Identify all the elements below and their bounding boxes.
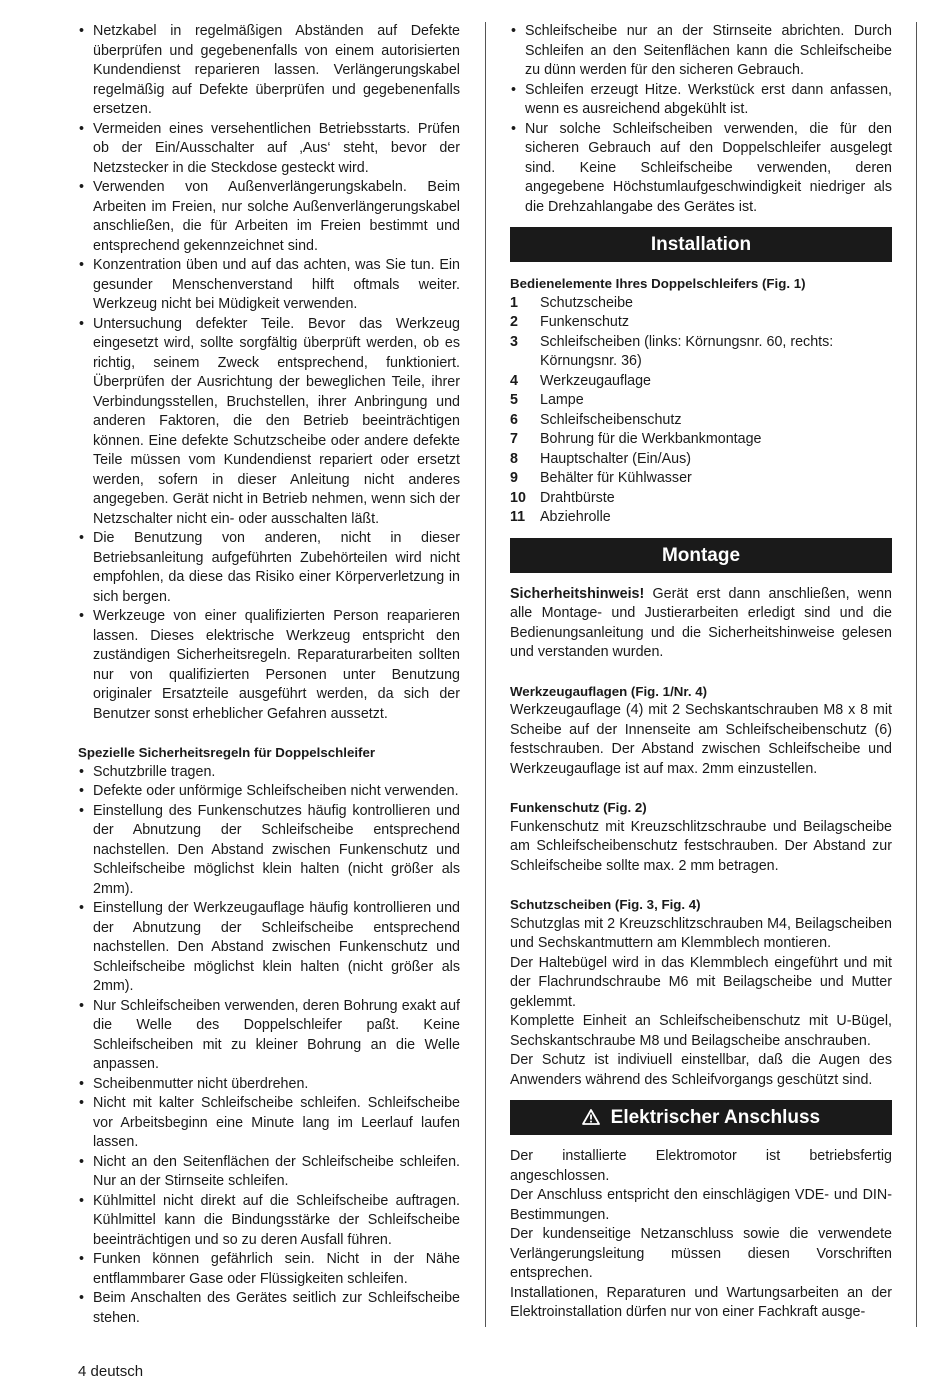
list-item: • Nicht mit kalter Schleifscheibe schleifen. Schleifscheibe vor Arbeitsbeginn eine Minute lang im Leerlauf laufen lassen. [78,1094,460,1153]
item-number: 9 [510,470,518,486]
montage-section-header [510,538,892,573]
item-number: 7 [510,431,518,447]
list-item: • Einstellung des Funkenschutzes häufig kontrollieren und der Abnutzung der Schleifscheibe entsprechend nachstellen. Den Abstand zwischen Funkenschutz und Schleifscheibe möglichst klein halten (nicht größer als 2mm). [78,802,460,900]
list-item [510,469,892,489]
shield-paragraph: Der Haltebügel wird in das Klemmblech eingeführt und mit der Flachrundschraube M6 mit Beilagscheibe und Mutter geklemmt. [510,954,892,1010]
grinding-safety-list [510,22,892,217]
spark-guard-heading: Funkenschutz (Fig. 2) [510,800,647,815]
montage-title: Montage [661,544,741,566]
left-column [78,22,460,1328]
list-item: • Netzkabel in regelmäßigen Abständen auf Defekte überprüfen und gegebenenfalls von einem autorisierten Kundendienst reparieren lassen. Verlängerungskabel regelmäßig auf Defekte überprüfen und gegebenenfalls ersetzen. [78,22,460,120]
tool-rest-text: Werkzeugauflage (4) mit 2 Sechskantschrauben M8 x 8 mit Scheibe auf der Innenseite am Schleifscheibenschutz (6) festschrauben. Der Abstand zwischen Schleifscheibe und Werkzeugauflage ist auf max. 2mm einzustellen. [510,702,892,777]
shield-paragraph: Komplette Einheit an Schleifscheibenschutz mit U-Bügel, Sechskantschraube M8 und Beilagscheibe anschrauben. [510,1013,892,1049]
list-item: • Vermeiden eines versehentlichen Betriebsstarts. Prüfen ob der Ein/Ausschalter auf ‚Aus‘ steht, bevor der Netzstecker in die Steckdose gesteckt wird. [78,120,460,179]
controls-heading: Bedienelemente Ihres Doppelschleifers (Fig. 1) [510,276,806,291]
shield-heading: Schutzscheiben (Fig. 3, Fig. 4) [510,897,701,912]
list-item [510,372,892,392]
list-item: • Schleifscheibe nur an der Stirnseite abrichten. Durch Schleifen an den Seitenflächen kann die Schleifscheibe zu dünn werden für den sicheren Gebrauch. [510,22,892,81]
list-item: • Kühlmittel nicht direkt auf die Schleifscheibe auftragen. Kühlmittel kann die Bindungsstärke der Schleifscheibe beeinträchtigen und so zu deren Ausfall führen. [78,1192,460,1251]
item-text: Schleifscheiben (links: Körnungsnr. 60, rechts: Körnungsnr. 36) [540,333,834,369]
safety-notice [510,585,892,663]
page-footer: 4 deutsch [78,1363,144,1380]
list-item: • Schleifen erzeugt Hitze. Werkstück erst dann anfassen, wenn es ausreichend abgekühlt ist. [510,81,892,120]
installation-title: Installation [650,234,752,255]
safety-text: Gerät erst dann anschließen, wenn alle Montage- und Justierarbeiten erledigt sind und die Bedienungsanleitung und die Sicherheitshinweise gelesen und verstanden wurden. [510,585,892,660]
item-text: Lampe [540,392,584,408]
item-text: Hauptschalter (Ein/Aus) [540,450,691,467]
item-number: 5 [510,392,518,408]
electric-paragraph: Der Anschluss entspricht den einschlägigen VDE- und DIN-Bestimmungen. [510,1187,892,1223]
electric-paragraph: Der installierte Elektromotor ist betriebsfertig angeschlossen. [510,1148,892,1184]
item-text: Bohrung für die Werkbankmontage [540,431,762,447]
list-item: • Scheibenmutter nicht überdrehen. [78,1075,460,1095]
right-margin-rule [916,22,917,1327]
list-item: • Nicht an den Seitenflächen der Schleifscheibe schleifen. Nur an der Stirnseite schleifen. [78,1153,460,1192]
item-number: 11 [510,509,526,525]
electric-title: Elektrischer Anschluss [610,1107,821,1128]
installation-section-header [510,227,892,262]
warning-triangle-icon [582,1108,605,1127]
list-item: • Werkzeuge von einer qualifizierten Person reaparieren lassen. Dieses elektrische Werkzeug entspricht den zuständigen Sicherheitsregeln. Reparaturarbeiten sollten nur von qualifizierten Personen unter Benutzung originaler Ersatzteile ausgeführt werden, da sich der Benutzer sonst erheblicher Gefahren aussetzt. [78,607,460,724]
list-item: • Funken können gefährlich sein. Nicht in der Nähe entflammbarer Gase oder Flüssigkeiten schleifen. [78,1250,460,1289]
list-item: • Schutzbrille tragen. [78,763,460,783]
item-text: Werkzeugauflage [540,372,652,389]
electric-paragraph: Installationen, Reparaturen und Wartungsarbeiten an der Elektroinstallation dürfen nur von einer Fachkraft ausge- [510,1284,892,1320]
list-item [510,391,892,411]
shield-paragraph: Schutzglas mit 2 Kreuzschlitzschrauben M4, Beilagscheiben und Sechskantmuttern am Klemmblech montieren. [510,915,892,951]
column-divider [485,22,486,1327]
list-item: • Konzentration üben und auf das achten, was Sie tun. Ein gesunder Menschenverstand hilft oftmals weiter. Werkzeug nicht bei Müdigkeit verwenden. [78,256,460,315]
tool-rest-heading: Werkzeugauflagen (Fig. 1/Nr. 4) [510,683,708,699]
item-text: Drahtbürste [540,489,615,506]
list-item: • Verwenden von Außenverlängerungskabeln. Beim Arbeiten im Freien, nur solche Außenverlängerungskabel anschließen, die für Arbeiten im Freien bestimmt und entsprechend gekennzeichnet sind. [78,178,460,256]
controls-list [510,294,892,528]
item-number: 4 [510,372,518,389]
list-item: • Beim Anschalten des Gerätes seitlich zur Schleifscheibe stehen. [78,1289,460,1328]
electric-paragraph: Der kundenseitige Netzanschluss sowie die verwendete Verlängerungsleitung müssen diesen Vorschriften entsprechen. [510,1226,892,1281]
general-safety-list [78,22,460,724]
electric-section-header [510,1100,892,1135]
list-item [510,411,892,431]
list-item: • Die Benutzung von anderen, nicht in dieser Betriebsanleitung aufgeführten Zubehörteilen wird nicht empfohlen, da diese das Risiko einer Körperverletzung in sich bergen. [78,529,460,607]
spark-guard-text: Funkenschutz mit Kreuzschlitzschraube und Beilagscheibe am Schleifscheibenschutz festschrauben. Der Abstand zur Schleifscheibe sollte max. 2 mm betragen. [510,818,892,874]
list-item: • Nur solche Schleifscheiben verwenden, die für den sicheren Gebrauch auf den Doppelschleifer ausgelegt sind. Keine Schleifscheibe verwenden, deren angegebene Höchstumlaufgeschwindigkeit niedriger als die Drehzahlangabe des Gerätes ist. [510,120,892,218]
item-number: 8 [510,450,518,467]
list-item: • Defekte oder unförmige Schleifscheiben nicht verwenden. [78,782,460,802]
list-item [510,430,892,450]
special-safety-list [78,763,460,1329]
list-item: • Untersuchung defekter Teile. Bevor das Werkzeug eingesetzt wird, sollte sorgfältig überprüft werden, ob es richtig, seinem Zweck entsprechend, funktioniert. Überprüfen der Ausrichtung der beweglichen Teile, ihrer Verbindungsstellen, Bruchstellen, ihrer Anbringung und anderen Faktoren, die den Betrieb beeinträchtigen können. Eine defekte Schutzscheibe oder andere defekte Teile müssen vom Kundendienst repariert oder ersetzt werden, sofern in dieser Anleitung nicht anderes angegeben. Gerät nicht in Betrieb nehmen, wenn sich der Netzschalter nicht ein- oder ausschalten läßt. [78,315,460,530]
list-item: • Einstellung der Werkzeugauflage häufig kontrollieren und der Abnutzung der Schleifscheibe entsprechend nachstellen. Den Abstand zwischen Funkenschutz und Schleifscheibe möglichst klein halten (nicht größer als 2mm). [78,899,460,997]
item-number: 3 [510,333,518,350]
item-text: Schleifscheibenschutz [540,411,682,428]
shield-paragraph: Der Schutz ist indiviuell einstellbar, daß die Augen des Anwenders während des Schleifvorgangs geschützt sind. [510,1052,892,1088]
list-item [510,313,892,333]
safety-label: Sicherheitshinweis! [510,585,645,602]
item-text: Schutzscheibe [540,294,633,311]
list-item [510,489,892,509]
item-number: 10 [510,489,526,506]
item-text: Abziehrolle [540,509,611,525]
list-item: • Nur Schleifscheiben verwenden, deren Bohrung exakt auf die Welle des Doppelschleifer paßt. Keine Schleifscheiben mit zu kleiner Bohrung an die Welle anpassen. [78,997,460,1075]
item-text: Funkenschutz [540,314,630,330]
list-item [510,333,892,372]
item-text: Behälter für Kühlwasser [540,470,692,486]
item-number: 2 [510,314,518,330]
list-item [510,294,892,314]
special-safety-heading: Spezielle Sicherheitsregeln für Doppelschleifer [78,745,376,760]
item-number: 1 [510,294,518,311]
list-item [510,450,892,470]
right-column [510,22,892,1323]
list-item [510,508,892,528]
item-number: 6 [510,411,518,428]
